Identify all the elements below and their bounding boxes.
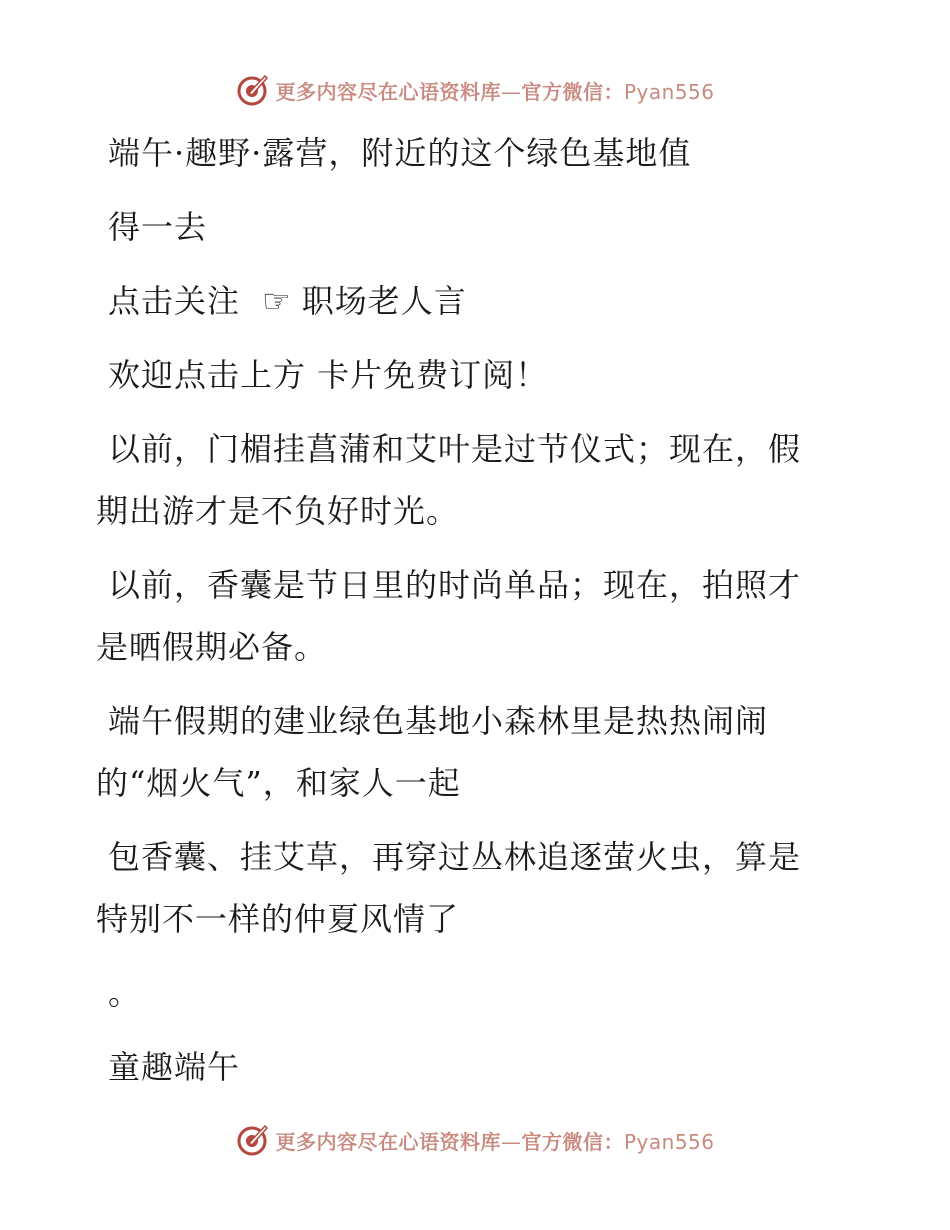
paragraph-line: 是晒假期必备。 xyxy=(96,628,328,666)
quill-logo-icon xyxy=(235,73,269,107)
pointing-hand-icon: ☞ xyxy=(262,282,292,320)
watermark-wechat-id: Pyan556 xyxy=(623,79,715,104)
paragraph xyxy=(96,962,836,1024)
paragraph xyxy=(96,418,836,542)
paragraph xyxy=(96,690,836,814)
footer-watermark xyxy=(0,1120,950,1160)
article-body xyxy=(96,122,836,1110)
watermark-wechat-label: 官方微信： xyxy=(521,1129,624,1154)
paragraph-line: 特别不一样的仲夏风情了 xyxy=(96,900,460,938)
watermark-text xyxy=(275,1126,714,1155)
follow-prompt xyxy=(96,270,836,332)
watermark-brand: 更多内容尽在心语资料库 xyxy=(275,1129,501,1154)
paragraph-line: 端午·趣野·露营，附近的这个绿色基地值 xyxy=(108,134,692,172)
paragraph-line: 得一去 xyxy=(108,208,208,246)
quill-logo-icon xyxy=(235,1123,269,1157)
follow-label: 点击关注 xyxy=(108,282,241,320)
paragraph-line: 以前，香囊是节日里的时尚单品；现在，拍照才 xyxy=(108,566,802,604)
watermark-wechat-label: 官方微信： xyxy=(521,79,624,104)
watermark-wechat-id: Pyan556 xyxy=(623,1129,715,1154)
paragraph-line: 。 xyxy=(108,974,142,1012)
article-title-line-1 xyxy=(96,122,836,184)
paragraph-line: 以前，门楣挂菖蒲和艾叶是过节仪式；现在，假 xyxy=(108,430,802,468)
paragraph-line: 的“烟火气”，和家人一起 xyxy=(96,764,461,802)
paragraph-line: 期出游才是不负好时光。 xyxy=(96,492,460,530)
article-title-line-2 xyxy=(96,196,836,258)
paragraph-line: 包香囊、挂艾草，再穿过丛林追逐萤火虫，算是 xyxy=(108,838,802,876)
paragraph xyxy=(96,826,836,950)
paragraph-line: 端午假期的建业绿色基地小森林里是热热闹闹 xyxy=(108,702,769,740)
account-name: 职场老人言 xyxy=(301,282,467,320)
paragraph-line: 欢迎点击上方 卡片免费订阅！ xyxy=(108,356,549,394)
watermark-brand: 更多内容尽在心语资料库 xyxy=(275,79,501,104)
subscribe-prompt xyxy=(96,344,836,406)
section-heading xyxy=(96,1036,836,1098)
watermark-separator: — xyxy=(500,79,522,104)
watermark-separator: — xyxy=(500,1129,522,1154)
watermark-text xyxy=(275,76,714,105)
paragraph-line: 童趣端午 xyxy=(108,1048,241,1086)
paragraph xyxy=(96,554,836,678)
header-watermark xyxy=(0,70,950,110)
